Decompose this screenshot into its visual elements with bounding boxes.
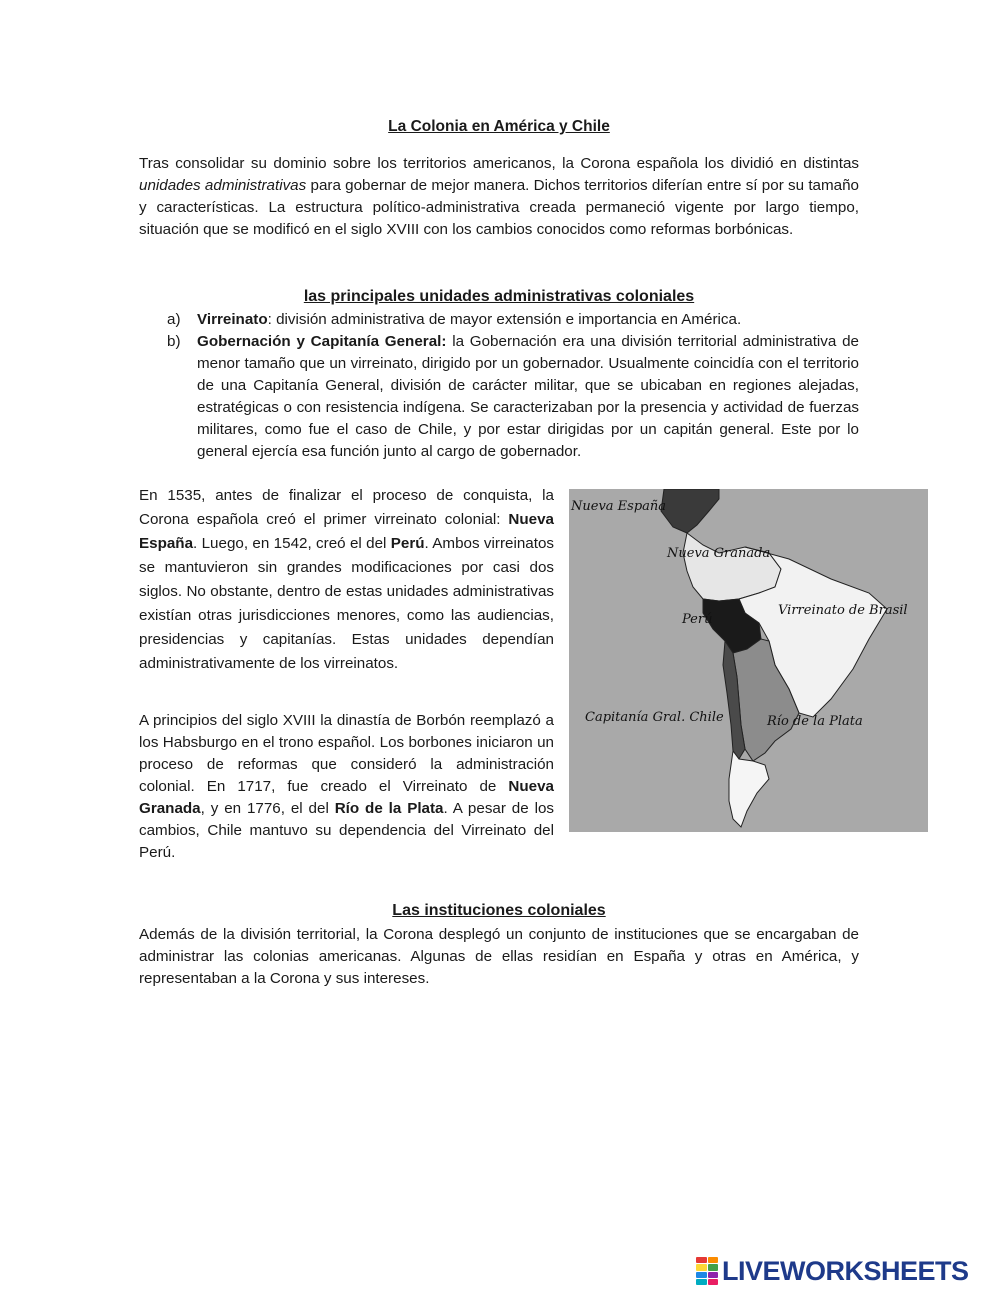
list-term: Virreinato	[197, 311, 268, 328]
map-label-chile: Capitanía Gral. Chile	[585, 710, 724, 725]
map-label-nueva-granada: Nueva Granada	[667, 546, 771, 561]
list-marker: b)	[167, 333, 181, 350]
p4-text-2: , y en 1776, el del	[200, 800, 335, 817]
institutions-paragraph: Además de la división territorial, la Corona desplegó un conjunto de instituciones que se encargaban de administrar las colonias americanas. Algunas de ellas residían en España y otras en América, y representaban a la Corona y sus intereses.	[139, 926, 859, 987]
intro-paragraph	[139, 153, 859, 241]
p4-bold-2: Río de la Plata	[334, 800, 444, 817]
intro-text-1: Tras consolidar su dominio sobre los territorios americanos, la Corona española los dividió en distintas	[139, 155, 859, 172]
p3-bold-1: Nueva España	[139, 511, 554, 552]
map-label-rio-de-la-plata: Río de la Plata	[767, 714, 863, 729]
p3-text-2: . Luego, en 1542, creó el del	[193, 535, 391, 552]
colonial-map	[569, 489, 928, 832]
p3-text-3: . Ambos virreinatos se mantuvieron sin grandes modificaciones por casi dos siglos. No obstante, dentro de estas unidades administrativas existían otras jurisdicciones menores, como las audiencias, presidencias y capitanías. Estas unidades dependían administrativamente de los virreinatos.	[139, 535, 554, 672]
units-list	[167, 309, 859, 463]
map-graphic	[569, 489, 928, 832]
liveworksheets-brand	[696, 1256, 992, 1286]
list-item	[167, 309, 859, 331]
p3-text-1: En 1535, antes de finalizar el proceso de conquista, la Corona española creó el primer virreinato colonial:	[139, 487, 554, 528]
p4-text-3: . A pesar de los cambios, Chile mantuvo su dependencia del Virreinato del Perú.	[139, 800, 554, 861]
liveworksheets-logo-icon	[696, 1257, 718, 1285]
map-label-peru: Perú	[682, 612, 713, 627]
map-region-nueva-espana	[661, 489, 719, 533]
list-marker: a)	[167, 311, 181, 328]
list-item	[167, 331, 859, 463]
map-label-brasil: Virreinato de Brasil	[778, 603, 908, 618]
p3-bold-2: Perú	[390, 535, 425, 552]
intro-emphasis: unidades administrativas	[139, 177, 307, 194]
p4-bold-1: Nueva Granada	[139, 778, 554, 817]
intro-text-2: para gobernar de mejor manera. Dichos territorios diferían entre sí por su tamaño y características. La estructura político-administrativa creada permaneció vigente por largo tiempo, situación que se modificó en el siglo XVIII con los cambios conocidos como reformas borbónicas.	[139, 177, 859, 238]
list-term: Gobernación y Capitanía General:	[197, 333, 447, 350]
bourbon-paragraph	[139, 710, 554, 864]
page-title: La Colonia en América y Chile	[388, 118, 610, 135]
map-region-patagonia	[729, 751, 769, 827]
list-text: la Gobernación era una división territorial administrativa de menor tamaño que un virreinato, dirigido por un gobernador. Usualmente coincidía con el territorio de una Capitanía General, división de carácter militar, que se ubicaban en regiones alejadas, estratégicas o con resistencia indígena. Se caracterizaban por la presencia y actividad de fuerzas militares, como fue el caso de Chile, y por estar dirigidas por un capitán general. Este por lo general ejercía esa función junto al cargo de gobernador.	[197, 333, 859, 460]
p4-text-1: A principios del siglo XVIII la dinastía de Borbón reemplazó a los Habsburgo en el trono español. Los borbones iniciaron un proceso de reformas que consideró la administración colonial. En 1717, fue creado el Virreinato de	[139, 712, 554, 795]
section-heading-units: las principales unidades administrativas coloniales	[303, 288, 695, 305]
map-label-nueva-espana: Nueva España	[571, 499, 667, 514]
brand-name: LIVEWORKSHEETS	[722, 1256, 969, 1286]
list-text: : división administrativa de mayor extensión e importancia en América.	[267, 311, 742, 328]
viceroyalty-paragraph	[139, 484, 554, 676]
section-heading-institutions: Las instituciones coloniales	[392, 902, 606, 919]
